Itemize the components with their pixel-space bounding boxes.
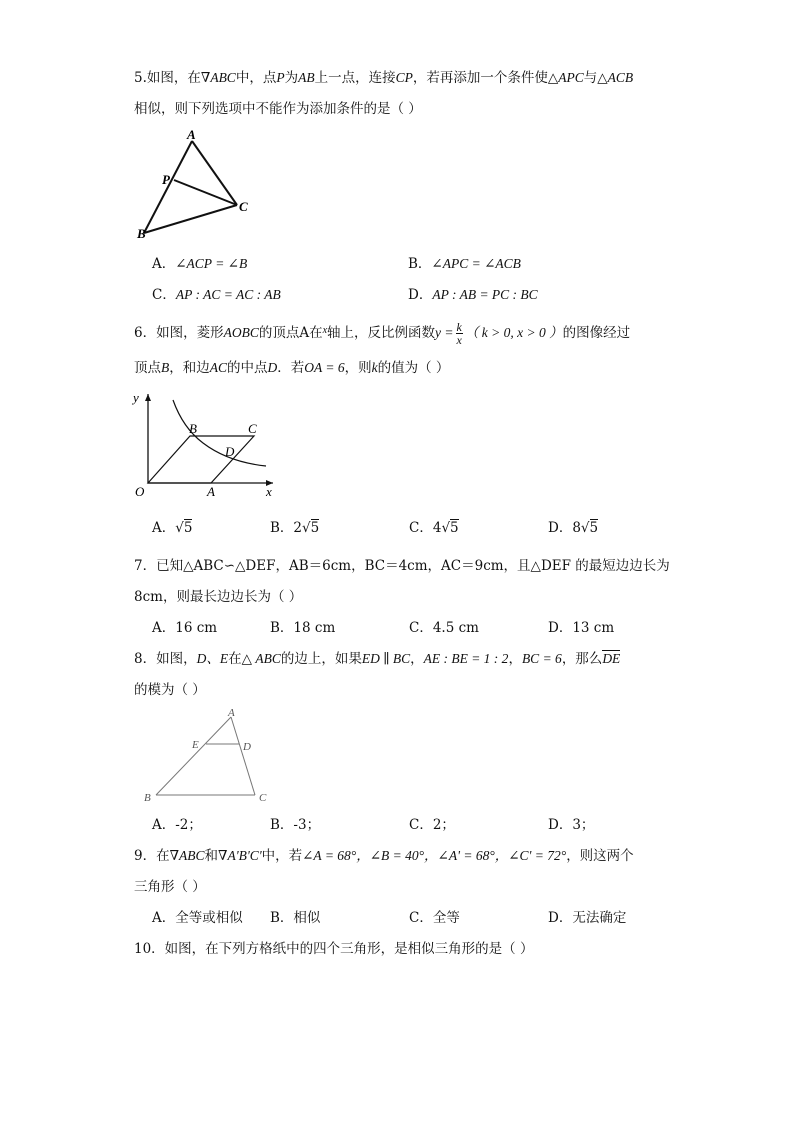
q5-segment-cp: CP <box>395 70 413 85</box>
q5-label-p: P <box>162 172 170 187</box>
q6-label-b: B <box>189 421 197 436</box>
q8-option-a[interactable]: A．-2； <box>152 817 202 833</box>
q9-line2: 三角形（ ） <box>134 879 206 895</box>
q7-option-d[interactable]: D．13 cm <box>548 620 615 636</box>
q5-label-c: C <box>239 199 248 214</box>
q8-label-c: C <box>259 792 267 804</box>
q8-option-d[interactable]: D．3； <box>548 817 595 833</box>
sqrt-icon: √ <box>302 520 311 536</box>
q9-option-a[interactable]: A．全等或相似 <box>152 910 243 926</box>
q5-text: 为 <box>284 70 299 86</box>
q6-y-arrow-icon <box>145 394 151 401</box>
q8-figure <box>138 705 278 805</box>
q5-option-b[interactable]: B．∠APC = ∠ACB <box>408 256 521 272</box>
q8-option-b[interactable]: B．-3； <box>270 817 321 833</box>
q8-label-e: E <box>192 739 199 751</box>
q5-line2: 相似，则下列选项中不能作为添加条件的是（ ） <box>134 101 422 117</box>
q5-option-d[interactable]: D．AP : AB = PC : BC <box>408 287 538 303</box>
q7-option-a[interactable]: A．16 cm <box>152 620 218 636</box>
q5-text: 上一点，连接 <box>314 70 396 86</box>
q6-fraction: $\frac{k}{x}$ <box>456 320 462 347</box>
q5-point-p: P <box>276 70 285 85</box>
q5-text: 与 <box>583 70 598 86</box>
q6-label-a: A <box>207 484 215 499</box>
q5-figure <box>130 125 260 240</box>
q5-text: ，若再添加一个条件使 <box>412 70 548 86</box>
q8-line2: 的模为（ ） <box>134 682 206 698</box>
q8-vector-de: DE <box>602 651 621 666</box>
q8-label-a: A <box>228 707 235 719</box>
q5-segment-ab: AB <box>298 70 315 85</box>
q5-line-bc <box>144 205 237 233</box>
q6-line2: 顶点B，和边AC的中点D．若OA = 6，则k的值为（ ） <box>134 360 450 376</box>
q5-label-b: B <box>137 226 146 240</box>
q7-line1: 7．已知△ABC∽△DEF，AB＝6cm，BC＝4cm，AC＝9cm，且△DEF 的最短边边长为 <box>134 558 670 574</box>
q5-triangle-acb: △ACB <box>597 70 634 85</box>
q5-triangle-apc: △APC <box>547 70 584 85</box>
q7-line2: 8cm，则最长边边长为（ ） <box>134 589 303 605</box>
q5-option-a[interactable]: A．∠ACP = ∠B <box>152 256 248 272</box>
sqrt-icon: √ <box>441 520 451 536</box>
q5-text: 中，点 <box>235 70 277 86</box>
sqrt-icon: √ <box>580 520 590 536</box>
q5-triangle-abc: ∇ABC <box>200 70 236 85</box>
q6-rhombus: AOBC <box>223 325 259 340</box>
q6-rhombus-shape <box>148 436 254 483</box>
q5-line1 <box>134 68 633 88</box>
q6-figure <box>128 388 283 503</box>
q8-line-ab <box>156 717 231 795</box>
q6-option-a[interactable]: A．√5 <box>152 520 193 536</box>
q6-label-y: y <box>133 390 139 405</box>
q8-line-ac <box>231 717 255 795</box>
q8-option-c[interactable]: C．2； <box>409 817 455 833</box>
q5-text: 5.如图，在 <box>134 70 201 86</box>
q10-line1: 10．如图，在下列方格纸中的四个三角形，是相似三角形的是（ ） <box>134 941 534 957</box>
q9-option-b[interactable]: B．相似 <box>270 910 321 926</box>
q7-option-c[interactable]: C．4.5 cm <box>409 620 479 636</box>
q6-option-b[interactable]: B．2√5 <box>270 520 320 536</box>
q6-label-c: C <box>248 421 257 436</box>
q9-option-d[interactable]: D．无法确定 <box>548 910 627 926</box>
q9-option-c[interactable]: C．全等 <box>409 910 460 926</box>
q6-option-c[interactable]: C．4√5 <box>409 520 459 536</box>
q6-label-x: x <box>266 484 272 499</box>
q8-line1: 8．如图，D、E在△ ABC的边上，如果ED ∥ BC，AE : BE = 1 : 2，BC = 6，那么DE <box>134 651 621 667</box>
q6-line1: 6．如图，菱形AOBC的顶点A在$^x$轴上，反比例函数y = $\frac{k}{x}$ （ k > 0, x > 0 ）的图像经过 <box>134 320 631 347</box>
q9-line1: 9．在∇ABC和∇A'B'C'中，若∠A = 68°，∠B = 40°，∠A' = 68°，∠C' = 72°，则这两个 <box>134 848 634 864</box>
q6-label-o: O <box>135 484 145 499</box>
q7-option-b[interactable]: B．18 cm <box>270 620 336 636</box>
q5-line-ab <box>144 141 192 233</box>
q8-label-d: D <box>243 741 251 753</box>
q6-label-d: D <box>225 444 235 459</box>
q6-option-d[interactable]: D．8√5 <box>548 520 599 536</box>
q5-option-c[interactable]: C．AP : AC = AC : AB <box>152 287 281 303</box>
q5-label-a: A <box>187 127 196 142</box>
q8-label-b: B <box>144 792 151 804</box>
sqrt-icon: √ <box>175 520 184 536</box>
